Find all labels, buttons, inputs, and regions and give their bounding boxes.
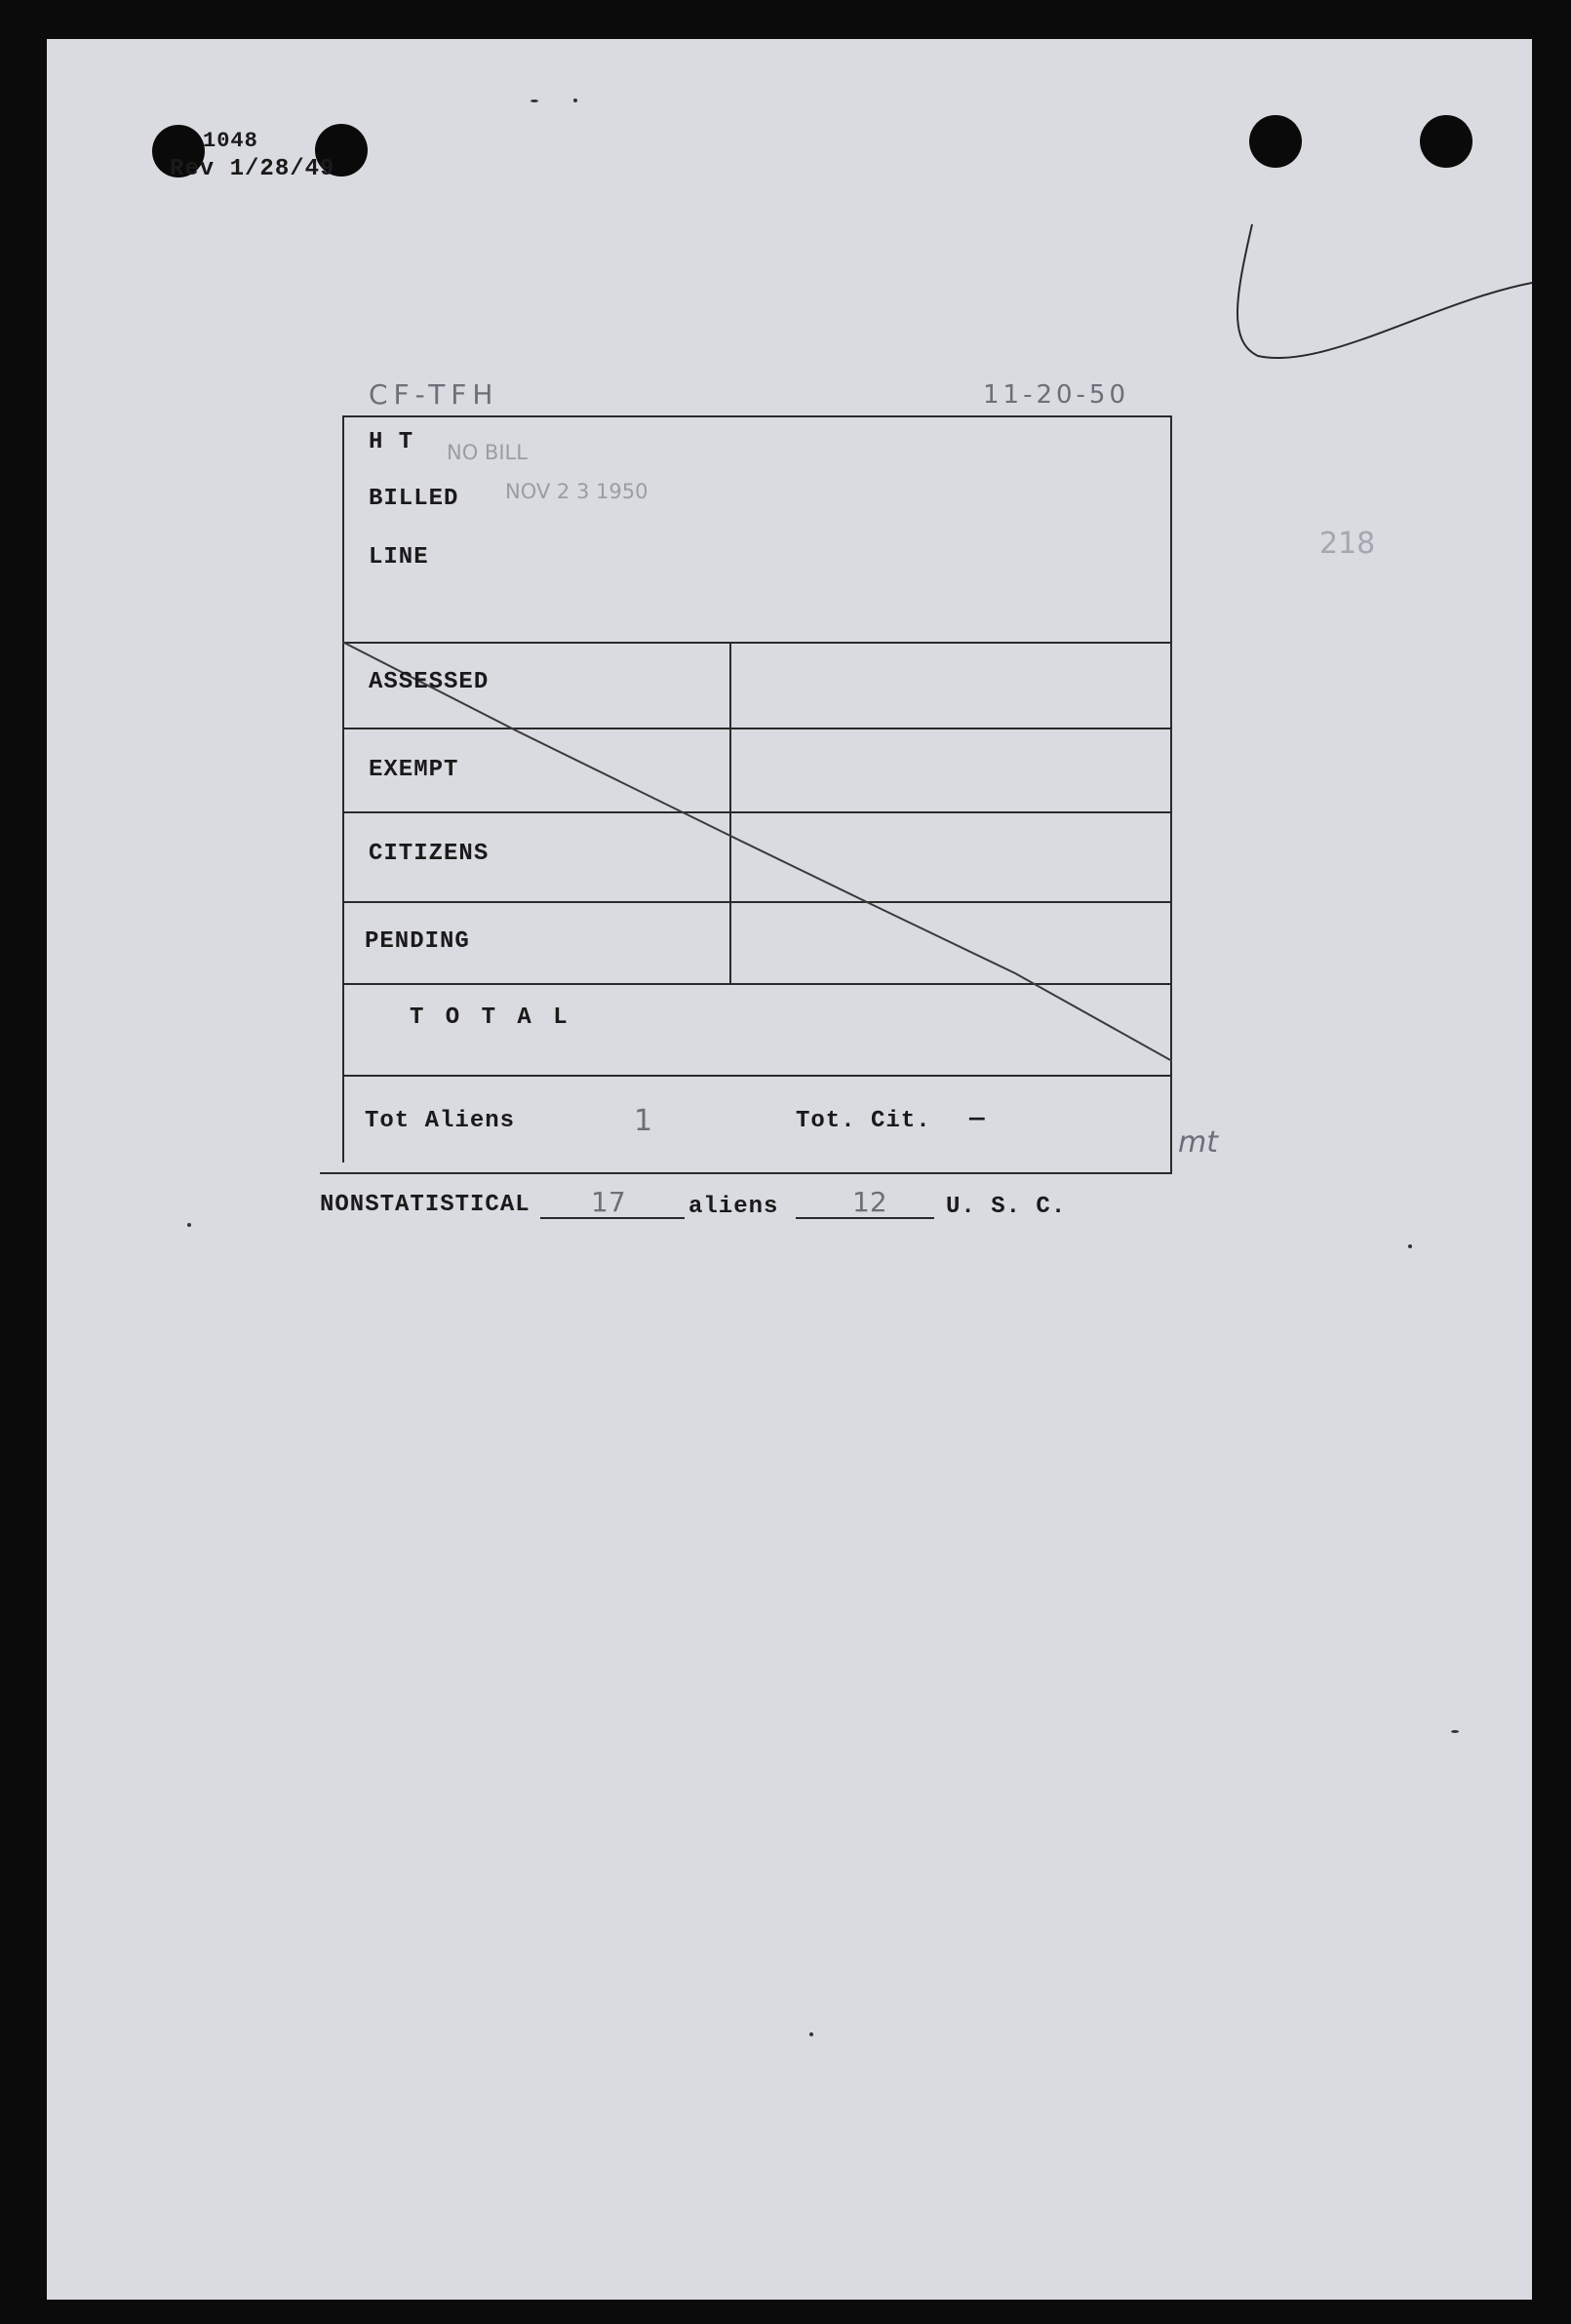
initials: mt xyxy=(1178,1125,1218,1160)
nonstatistical-usc-label: U. S. C. xyxy=(946,1194,1067,1220)
document-page xyxy=(47,39,1532,2300)
tot-cit-value: — xyxy=(969,1104,986,1133)
handwritten-code: CF-TFH xyxy=(369,378,499,411)
row-label-assessed: ASSESSED xyxy=(369,669,490,695)
tot-cit-label: Tot. Cit. xyxy=(796,1108,931,1134)
total-label: T O T A L xyxy=(410,1004,571,1031)
tot-aliens-value: 1 xyxy=(634,1104,653,1138)
no-bill-stamp: NO BILL xyxy=(447,441,528,464)
nonstatistical-usc-value: 12 xyxy=(852,1186,887,1218)
nonstatistical-aliens-value: 17 xyxy=(591,1186,626,1218)
page-number: 218 xyxy=(1319,527,1376,561)
date-stamp: NOV 2 3 1950 xyxy=(505,480,648,503)
scan-dot xyxy=(530,99,538,102)
form-number: 1048 xyxy=(203,129,258,153)
billed-label: BILLED xyxy=(369,486,459,512)
handwritten-date: 11-20-50 xyxy=(983,380,1130,410)
scan-dot xyxy=(809,2032,813,2036)
nonstatistical-aliens-label: aliens xyxy=(688,1194,779,1220)
row-label-exempt: EXEMPT xyxy=(369,757,459,783)
tot-aliens-label: Tot Aliens xyxy=(365,1108,516,1134)
punch-hole-right-b xyxy=(1420,115,1473,168)
form-top-border xyxy=(342,415,1172,417)
check-mark-icon xyxy=(1217,185,1532,400)
row-label-citizens: CITIZENS xyxy=(369,841,490,867)
strike-through-line xyxy=(342,642,1172,1110)
scan-dot xyxy=(573,98,577,102)
scan-dot xyxy=(187,1223,191,1227)
row-label-pending: PENDING xyxy=(365,928,470,955)
scan-dot xyxy=(1451,1730,1459,1733)
scan-dot xyxy=(1408,1244,1412,1248)
line-label: LINE xyxy=(369,544,429,571)
nonstatistical-label: NONSTATISTICAL xyxy=(320,1192,530,1218)
form-revision: Rev 1/28/49 xyxy=(170,156,335,182)
punch-hole-right-a xyxy=(1249,115,1302,168)
ht-label: H T xyxy=(369,429,414,455)
form-bottom-border xyxy=(320,1172,1172,1174)
